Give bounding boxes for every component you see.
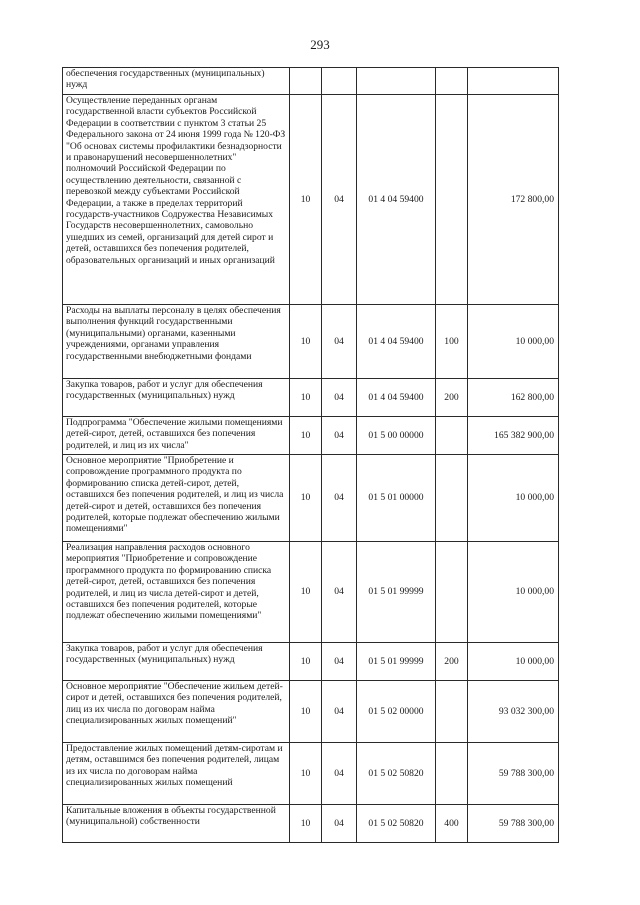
section-cell bbox=[290, 68, 322, 95]
subsection-cell: 04 bbox=[322, 95, 357, 305]
target-article-cell: 01 5 01 99999 bbox=[357, 643, 436, 681]
expense-type-cell bbox=[436, 743, 468, 805]
target-article-cell: 01 4 04 59400 bbox=[357, 305, 436, 379]
subsection-cell: 04 bbox=[322, 417, 357, 455]
table-row bbox=[63, 305, 559, 379]
subsection-cell: 04 bbox=[322, 643, 357, 681]
row-name-cell: Закупка товаров, работ и услуг для обеспечения государственных (муниципальных) нужд bbox=[63, 379, 290, 417]
row-name-cell: Основное мероприятие "Обеспечение жильем детей-сирот и детей, оставшихся без попечения родителей, лиц из их числа по договорам найма специализированных жилых помещений" bbox=[63, 681, 290, 743]
budget-table bbox=[62, 67, 559, 843]
amount-cell: 10 000,00 bbox=[468, 305, 559, 379]
target-article-cell: 01 5 02 50820 bbox=[357, 743, 436, 805]
table-row bbox=[63, 643, 559, 681]
table-body bbox=[63, 68, 559, 843]
table-row bbox=[63, 68, 559, 95]
table-row bbox=[63, 681, 559, 743]
amount-cell: 172 800,00 bbox=[468, 95, 559, 305]
expense-type-cell bbox=[436, 95, 468, 305]
row-name-cell: Предоставление жилых помещений детям-сиротам и детям, оставшимся без попечения родителей, лицам из их числа по договорам найма специализированных жилых помещений bbox=[63, 743, 290, 805]
subsection-cell: 04 bbox=[322, 743, 357, 805]
row-name-cell: Основное мероприятие "Приобретение и сопровождение программного продукта по формированию списка детей-сирот, детей, оставшихся без попечения родителей, и лиц из числа детей-сирот и детей, оставшихся без попечения родителей, которые подлежат обеспечению жилыми помещениями" bbox=[63, 455, 290, 542]
amount-cell bbox=[468, 68, 559, 95]
target-article-cell: 01 5 02 50820 bbox=[357, 805, 436, 843]
subsection-cell: 04 bbox=[322, 542, 357, 643]
subsection-cell: 04 bbox=[322, 379, 357, 417]
subsection-cell: 04 bbox=[322, 455, 357, 542]
subsection-cell: 04 bbox=[322, 681, 357, 743]
section-cell: 10 bbox=[290, 455, 322, 542]
page-number: 293 bbox=[310, 37, 330, 52]
amount-cell: 10 000,00 bbox=[468, 643, 559, 681]
amount-cell: 93 032 300,00 bbox=[468, 681, 559, 743]
row-name-cell: Реализация направления расходов основного мероприятия "Приобретение и сопровождение программного продукта по формированию списка детей-сирот, детей, оставшихся без попечения родителей, и лиц из числа детей-сирот и детей, оставшихся без попечения родителей, которые подлежат обеспечению жилыми помещениями" bbox=[63, 542, 290, 643]
expense-type-cell: 100 bbox=[436, 305, 468, 379]
section-cell: 10 bbox=[290, 542, 322, 643]
row-name-cell: Капитальные вложения в объекты государственной (муниципальной) собственности bbox=[63, 805, 290, 843]
row-name-cell: обеспечения государственных (муниципальных) нужд bbox=[63, 68, 290, 95]
section-cell: 10 bbox=[290, 805, 322, 843]
target-article-cell: 01 5 00 00000 bbox=[357, 417, 436, 455]
row-name-cell: Закупка товаров, работ и услуг для обеспечения государственных (муниципальных) нужд bbox=[63, 643, 290, 681]
table-row bbox=[63, 95, 559, 305]
table-row bbox=[63, 417, 559, 455]
amount-cell: 59 788 300,00 bbox=[468, 743, 559, 805]
section-cell: 10 bbox=[290, 417, 322, 455]
amount-cell: 59 788 300,00 bbox=[468, 805, 559, 843]
section-cell: 10 bbox=[290, 743, 322, 805]
subsection-cell: 04 bbox=[322, 305, 357, 379]
table-row bbox=[63, 805, 559, 843]
expense-type-cell: 200 bbox=[436, 643, 468, 681]
amount-cell: 162 800,00 bbox=[468, 379, 559, 417]
table-row bbox=[63, 743, 559, 805]
section-cell: 10 bbox=[290, 305, 322, 379]
amount-cell: 10 000,00 bbox=[468, 542, 559, 643]
row-name-cell: Расходы на выплаты персоналу в целях обеспечения выполнения функций государственными (муниципальными) органами, казенными учреждениями, органами управления государственными внебюджетными фондами bbox=[63, 305, 290, 379]
expense-type-cell bbox=[436, 68, 468, 95]
section-cell: 10 bbox=[290, 643, 322, 681]
section-cell: 10 bbox=[290, 681, 322, 743]
target-article-cell: 01 5 02 00000 bbox=[357, 681, 436, 743]
amount-cell: 165 382 900,00 bbox=[468, 417, 559, 455]
expense-type-cell bbox=[436, 417, 468, 455]
section-cell: 10 bbox=[290, 379, 322, 417]
expense-type-cell: 400 bbox=[436, 805, 468, 843]
row-name-cell: Осуществление переданных органам государственной власти субъектов Российской Федерации в соответствии с пунктом 3 статьи 25 Федерального закона от 24 июня 1999 года № 120-ФЗ "Об основах системы профилактики безнадзорности и правонарушений несовершеннолетних" полномочий Российской Федерации по осуществлению деятельности, связанной с перевозкой между субъектами Российской Федерации, а также в пределах территорий государств-участников Содружества Независимых Государств несовершеннолетних, самовольно ушедших из семей, организаций для детей сирот и детей, оставшихся без попечения родителей, образовательных организаций и иных организаций bbox=[63, 95, 290, 305]
row-name-cell: Подпрограмма "Обеспечение жилыми помещениями детей-сирот, детей, оставшихся без попечения родителей, и лиц из их числа" bbox=[63, 417, 290, 455]
target-article-cell: 01 4 04 59400 bbox=[357, 95, 436, 305]
expense-type-cell bbox=[436, 455, 468, 542]
target-article-cell: 01 5 01 00000 bbox=[357, 455, 436, 542]
table-row bbox=[63, 542, 559, 643]
table-row bbox=[63, 379, 559, 417]
target-article-cell: 01 5 01 99999 bbox=[357, 542, 436, 643]
expense-type-cell bbox=[436, 542, 468, 643]
expense-type-cell: 200 bbox=[436, 379, 468, 417]
subsection-cell bbox=[322, 68, 357, 95]
target-article-cell bbox=[357, 68, 436, 95]
expense-type-cell bbox=[436, 681, 468, 743]
section-cell: 10 bbox=[290, 95, 322, 305]
subsection-cell: 04 bbox=[322, 805, 357, 843]
table-row bbox=[63, 455, 559, 542]
amount-cell: 10 000,00 bbox=[468, 455, 559, 542]
target-article-cell: 01 4 04 59400 bbox=[357, 379, 436, 417]
